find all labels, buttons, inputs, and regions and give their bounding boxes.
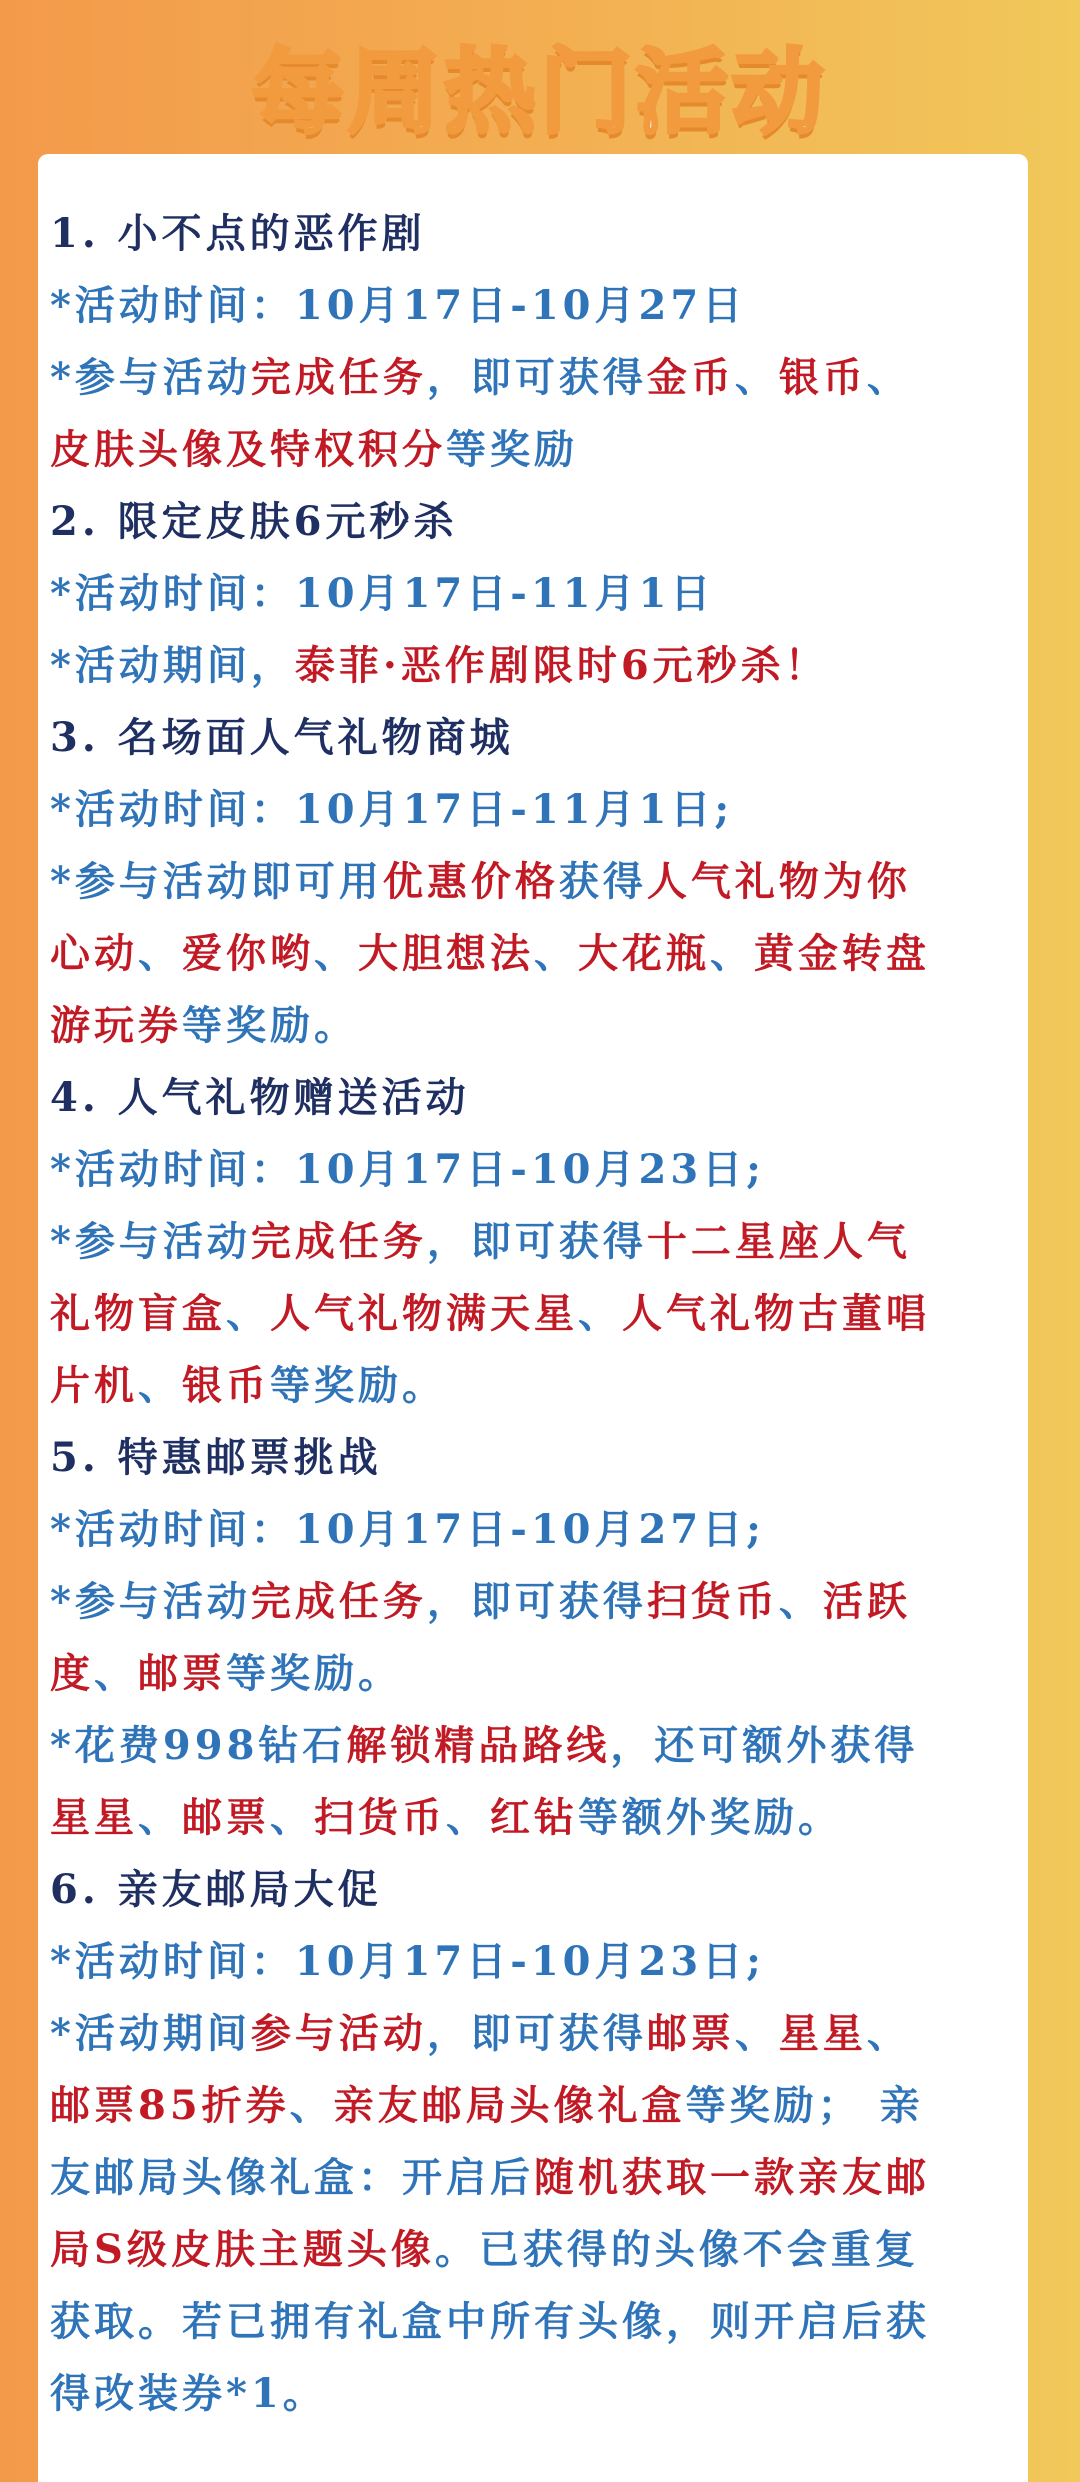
highlight-text: 大胆想法 [358, 930, 534, 977]
highlight-text: 泰菲·恶作剧限时6元秒杀！ [294, 642, 829, 689]
highlight-text: 邮票85折券 [50, 2082, 290, 2129]
text-segment: *参与活动 [50, 354, 251, 401]
text-segment: ，还可额外获得 [610, 1722, 919, 1769]
text-segment: 、 [866, 2010, 911, 2057]
text-line [50, 2070, 1018, 2142]
text-segment: 获得 [558, 858, 647, 905]
text-segment: ，即可获得 [426, 2010, 647, 2057]
text-line [50, 342, 1018, 414]
text-segment: 、 [314, 930, 358, 977]
text-line [50, 774, 1018, 846]
text-segment: 、 [138, 1794, 182, 1841]
text-segment: 等奖励； 亲 [685, 2082, 924, 2129]
text-segment: 4. 人气礼物赠送活动 [50, 1074, 470, 1121]
highlight-text: 局S级皮肤主题头像 [50, 2226, 435, 2273]
highlight-text: 爱你哟 [182, 930, 314, 977]
text-segment: 、 [270, 1794, 314, 1841]
section-heading [50, 486, 1018, 558]
section-heading [50, 198, 1018, 270]
text-line [50, 1710, 1018, 1782]
highlight-text: 黄金转盘 [754, 930, 930, 977]
text-segment: *活动时间：10月17日-10月23日; [50, 1938, 765, 1985]
highlight-text: 游玩券 [50, 1002, 182, 1049]
text-segment: 等奖励 [446, 426, 578, 473]
highlight-text: 亲友邮局头像礼盒 [333, 2082, 686, 2129]
text-line [50, 2286, 1018, 2358]
text-line [50, 414, 1018, 486]
text-segment: 5. 特惠邮票挑战 [50, 1434, 382, 1481]
text-line [50, 1782, 1018, 1854]
text-segment: 得改装券*1。 [50, 2370, 327, 2417]
highlight-text: 度 [50, 1650, 94, 1697]
highlight-text: 完成任务 [250, 354, 427, 401]
text-line [50, 630, 1018, 702]
text-segment: *活动时间：10月17日-11月1日 [50, 570, 715, 617]
text-line [50, 1134, 1018, 1206]
text-line [50, 1350, 1018, 1422]
highlight-text: 金币 [646, 354, 735, 401]
section-heading [50, 1422, 1018, 1494]
section-heading [50, 702, 1018, 774]
highlight-text: 活跃 [822, 1578, 911, 1625]
text-segment: *参与活动即可用 [50, 858, 383, 905]
text-line [50, 1494, 1018, 1566]
text-segment: *活动期间 [50, 2010, 251, 2057]
text-segment: 、 [578, 1290, 622, 1337]
text-segment: *活动时间：10月17日-10月27日; [50, 1506, 765, 1553]
text-line [50, 2214, 1018, 2286]
text-segment: 友邮局头像礼盒：开启后 [50, 2154, 534, 2201]
highlight-text: 心动 [50, 930, 138, 977]
highlight-text: 星星 [778, 2010, 867, 2057]
text-line [50, 1638, 1018, 1710]
highlight-text: 红钻 [490, 1794, 578, 1841]
highlight-text: 完成任务 [250, 1578, 427, 1625]
text-segment: *活动时间：10月17日-10月27日 [50, 282, 747, 329]
text-line [50, 1926, 1018, 1998]
text-segment: 等奖励。 [226, 1650, 402, 1697]
text-segment: 、 [94, 1650, 138, 1697]
text-line [50, 1566, 1018, 1638]
highlight-text: 十二星座人气 [646, 1218, 911, 1265]
highlight-text: 扫货币 [314, 1794, 446, 1841]
highlight-text: 人气礼物满天星 [270, 1290, 578, 1337]
text-line [50, 270, 1018, 342]
text-segment: 、 [734, 2010, 779, 2057]
text-segment: 1. 小不点的恶作剧 [50, 210, 426, 257]
text-line [50, 2142, 1018, 2214]
text-segment: 6. 亲友邮局大促 [50, 1866, 382, 1913]
section-heading [50, 1854, 1018, 1926]
highlight-text: 皮肤头像及特权积分 [50, 426, 446, 473]
text-line [50, 1206, 1018, 1278]
text-segment: 、 [710, 930, 754, 977]
text-line [50, 846, 1018, 918]
text-segment: 、 [778, 1578, 823, 1625]
text-segment: *参与活动 [50, 1218, 251, 1265]
text-line [50, 1278, 1018, 1350]
text-segment: 、 [289, 2082, 334, 2129]
activity-card [38, 154, 1028, 2482]
highlight-text: 人气礼物为你 [646, 858, 911, 905]
highlight-text: 邮票 [138, 1650, 226, 1697]
highlight-text: 参与活动 [250, 2010, 427, 2057]
text-segment: *参与活动 [50, 1578, 251, 1625]
highlight-text: 星星 [50, 1794, 138, 1841]
text-segment: 3. 名场面人气礼物商城 [50, 714, 514, 761]
text-segment: 。已获得的头像不会重复 [434, 2226, 919, 2273]
text-line [50, 558, 1018, 630]
highlight-text: 银币 [182, 1362, 270, 1409]
text-line [50, 2358, 1018, 2430]
highlight-text: 银币 [778, 354, 867, 401]
activity-list [50, 198, 1018, 2430]
text-segment: *活动时间：10月17日-10月23日; [50, 1146, 765, 1193]
text-line [50, 990, 1018, 1062]
text-segment: 等额外奖励。 [578, 1794, 842, 1841]
text-segment: 、 [446, 1794, 490, 1841]
text-segment: ，即可获得 [426, 1578, 647, 1625]
highlight-text: 邮票 [646, 2010, 735, 2057]
text-segment: 等奖励。 [182, 1002, 358, 1049]
text-segment: 2. 限定皮肤6元秒杀 [50, 498, 458, 545]
text-segment: *活动时间：10月17日-11月1日; [50, 786, 734, 833]
text-segment: 、 [534, 930, 578, 977]
text-segment: 、 [866, 354, 911, 401]
text-segment: 、 [138, 930, 182, 977]
highlight-text: 优惠价格 [382, 858, 559, 905]
text-segment: 、 [734, 354, 779, 401]
text-segment: 、 [138, 1362, 182, 1409]
text-segment: 获取。若已拥有礼盒中所有头像，则开启后获 [50, 2298, 930, 2345]
text-segment: ，即可获得 [426, 1218, 647, 1265]
highlight-text: 片机 [50, 1362, 138, 1409]
text-segment: 等奖励。 [270, 1362, 446, 1409]
text-segment: *活动期间， [50, 642, 295, 689]
highlight-text: 大花瓶 [578, 930, 710, 977]
text-line [50, 1998, 1018, 2070]
text-segment: 、 [226, 1290, 270, 1337]
highlight-text: 完成任务 [250, 1218, 427, 1265]
page-title: 每周热门活动 [251, 39, 828, 146]
highlight-text: 邮票 [182, 1794, 270, 1841]
text-segment: *花费998钻石 [50, 1722, 347, 1769]
section-heading [50, 1062, 1018, 1134]
highlight-text: 随机获取一款亲友邮 [534, 2154, 930, 2201]
highlight-text: 礼物盲盒 [50, 1290, 226, 1337]
text-segment: ，即可获得 [426, 354, 647, 401]
text-line [50, 918, 1018, 990]
highlight-text: 扫货币 [646, 1578, 779, 1625]
highlight-text: 人气礼物古董唱 [622, 1290, 930, 1337]
highlight-text: 解锁精品路线 [346, 1722, 611, 1769]
